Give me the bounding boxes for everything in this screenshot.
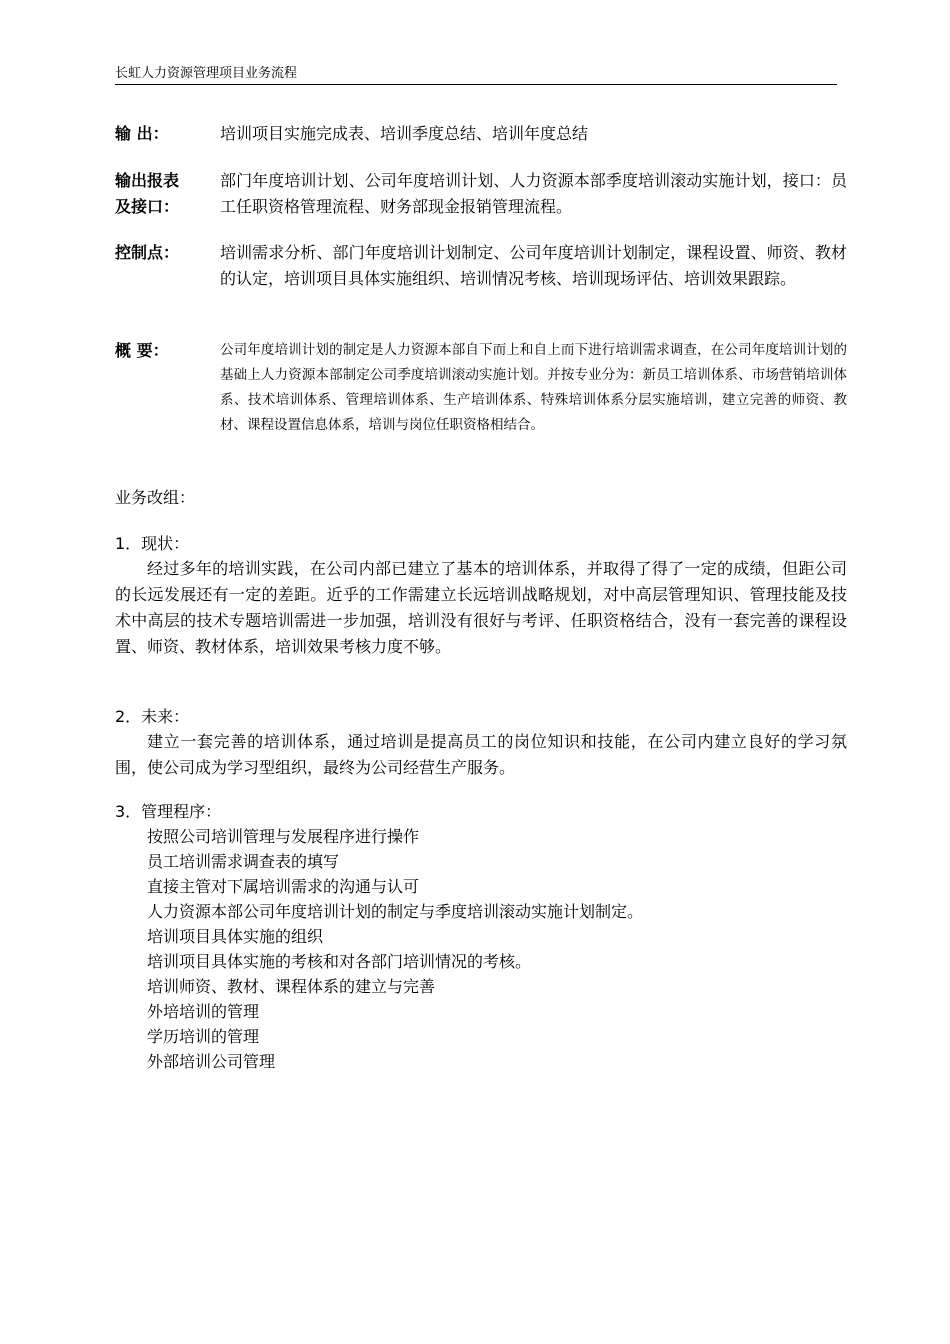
procedure-item: 人力资源本部公司年度培训计划的制定与季度培训滚动实施计划制定。 xyxy=(147,902,644,921)
control-value: 培训需求分析、部门年度培训计划制定、公司年度培训计划制定，课程设置、师资、教材的认定，培训项目具体实施组织、培训情况考核、培训现场评估、培训效果跟踪。 xyxy=(220,243,847,288)
reports-label-line1: 输出报表 xyxy=(115,171,180,190)
output-label: 输 出： xyxy=(115,124,169,143)
procedure-item: 直接主管对下属培训需求的沟通与认可 xyxy=(147,877,420,896)
procedure-item: 培训项目具体实施的组织 xyxy=(147,927,324,946)
procedure-item: 外培培训的管理 xyxy=(147,1002,260,1021)
output-value: 培训项目实施完成表、培训季度总结、培训年度总结 xyxy=(220,124,589,143)
reports-value: 部门年度培训计划、公司年度培训计划、人力资源本部季度培训滚动实施计划，接口：员工任职资格管理流程、财务部现金报销管理流程。 xyxy=(220,171,847,216)
current-text: 经过多年的培训实践，在公司内部已建立了基本的培训体系，并取得了得了一定的成绩，但距公司的长远发展还有一定的差距。近乎的工作需建立长远培训战略规划，对中高层管理知识、管理技能及技术中高层的技术专题培训需进一步加强，培训没有很好与考评、任职资格结合，没有一套完善的课程设置、师资、教材体系，培训效果考核力度不够。 xyxy=(115,559,847,656)
procedure-item: 学历培训的管理 xyxy=(147,1027,260,1046)
summary-label: 概 要： xyxy=(115,341,169,360)
current-title: 1．现状： xyxy=(115,534,190,553)
procedure-item: 外部培训公司管理 xyxy=(147,1052,276,1071)
future-title: 2．未来： xyxy=(115,707,190,726)
procedure-item: 按照公司培训管理与发展程序进行操作 xyxy=(147,827,420,846)
output-row xyxy=(115,121,847,147)
procedure-item: 培训项目具体实施的考核和对各部门培训情况的考核。 xyxy=(147,952,532,971)
reports-label xyxy=(115,168,215,220)
procedure-item: 员工培训需求调查表的填写 xyxy=(147,852,340,871)
control-label: 控制点： xyxy=(115,243,180,262)
page-header xyxy=(115,64,837,85)
header-title: 长虹人力资源管理项目业务流程 xyxy=(115,66,298,81)
procedure-list xyxy=(147,824,643,1074)
summary-value: 公司年度培训计划的制定是人力资源本部自下而上和自上而下进行培训需求调查，在公司年度培训计划的基础上人力资源本部制定公司季度培训滚动实施计划。并按专业分为：新员工培训体系、市场营销培训体系、技术培训体系、管理培训体系、生产培训体系、特殊培训体系分层实施培训，建立完善的师资、教材、课程设置信息体系，培训与岗位任职资格相结合。 xyxy=(220,342,847,433)
procedure-title: 3．管理程序： xyxy=(115,802,222,821)
summary-row xyxy=(115,338,847,463)
control-row xyxy=(115,240,847,318)
reorg-title: 业务改组： xyxy=(115,488,196,507)
reports-row xyxy=(115,168,847,220)
reports-label-line2: 及接口： xyxy=(115,197,180,216)
future-text: 建立一套完善的培训体系，通过培训是提高员工的岗位知识和技能，在公司内建立良好的学习氛围，使公司成为学习型组织，最终为公司经营生产服务。 xyxy=(115,732,847,777)
procedure-item: 培训师资、教材、课程体系的建立与完善 xyxy=(147,977,436,996)
